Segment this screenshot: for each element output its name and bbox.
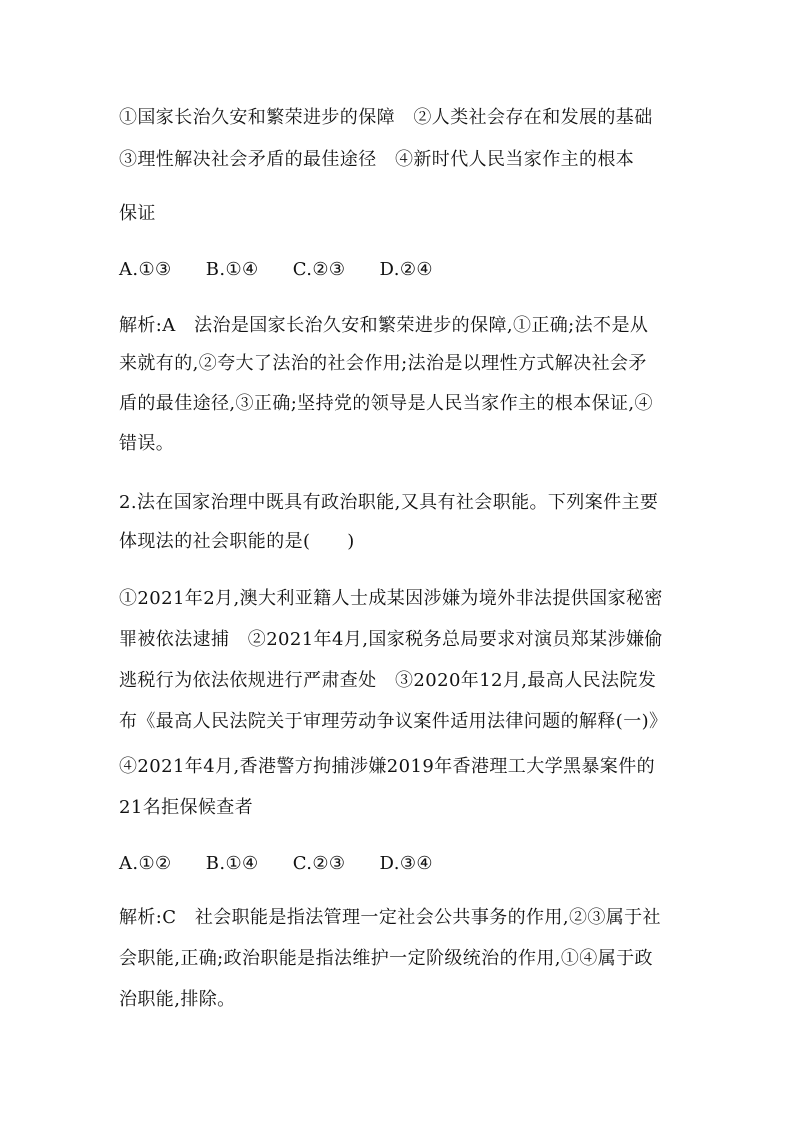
q2-analysis-line-2: 会职能,正确;政治职能是指法维护一定阶级统治的作用,①④属于政 [119,948,653,969]
q2-option-line-1: ①2021年2月,澳大利亚籍人士成某因涉嫌为境外非法提供国家秘密 [119,588,663,609]
q1-options-line-3: 保证 [119,203,156,224]
q1-choices [119,258,461,282]
q2-analysis-line-1: 解析:C 社会职能是指法管理一定社会公共事务的作用,②③属于社 [119,907,661,928]
q1-analysis-line-3: 盾的最佳途径,③正确;坚持党的领导是人民当家作主的根本保证,④ [119,393,653,414]
q2-choice-b: B.①④ [205,853,259,874]
q1-choice-d: D.②④ [379,259,433,280]
q2-choice-c: C.②③ [292,853,346,874]
q2-option-line-4: 布《最高人民法院关于审理劳动争议案件适用法律问题的解释(一)》 [119,711,668,732]
q2-option-line-2: 罪被依法逮捕 ②2021年4月,国家税务总局要求对演员郑某涉嫌偷 [119,629,663,650]
q2-choices [119,852,461,876]
q1-choice-b: B.①④ [205,259,259,280]
q1-choice-a: A.①③ [119,259,172,280]
q2-analysis-line-3: 治职能,排除。 [119,989,236,1010]
q2-choice-d: D.③④ [379,853,433,874]
q2-stem-line-1: 2.法在国家治理中既具有政治职能,又具有社会职能。下列案件主要 [119,492,659,513]
q2-option-line-6: 21名拒保候查者 [119,797,254,818]
q1-analysis-line-4: 错误。 [119,433,175,454]
q2-option-line-3: 逃税行为依法依规进行严肃查处 ③2020年12月,最高人民法院发 [119,670,657,691]
q1-choice-c: C.②③ [292,259,346,280]
q2-stem-line-2: 体现法的社会职能的是( ) [119,531,355,552]
q1-options-line-2: ③理性解决社会矛盾的最佳途径 ④新时代人民当家作主的根本 [119,149,635,170]
q1-options-line-1: ①国家长治久安和繁荣进步的保障 ②人类社会存在和发展的基础 [119,107,653,128]
q2-choice-a: A.①② [119,853,172,874]
q1-analysis-line-2: 来就有的,②夸大了法治的社会作用;法治是以理性方式解决社会矛 [119,353,647,374]
q1-analysis-line-1: 解析:A 法治是国家长治久安和繁荣进步的保障,①正确;法不是从 [119,315,649,336]
q2-option-line-5: ④2021年4月,香港警方拘捕涉嫌2019年香港理工大学黑暴案件的 [119,756,655,777]
